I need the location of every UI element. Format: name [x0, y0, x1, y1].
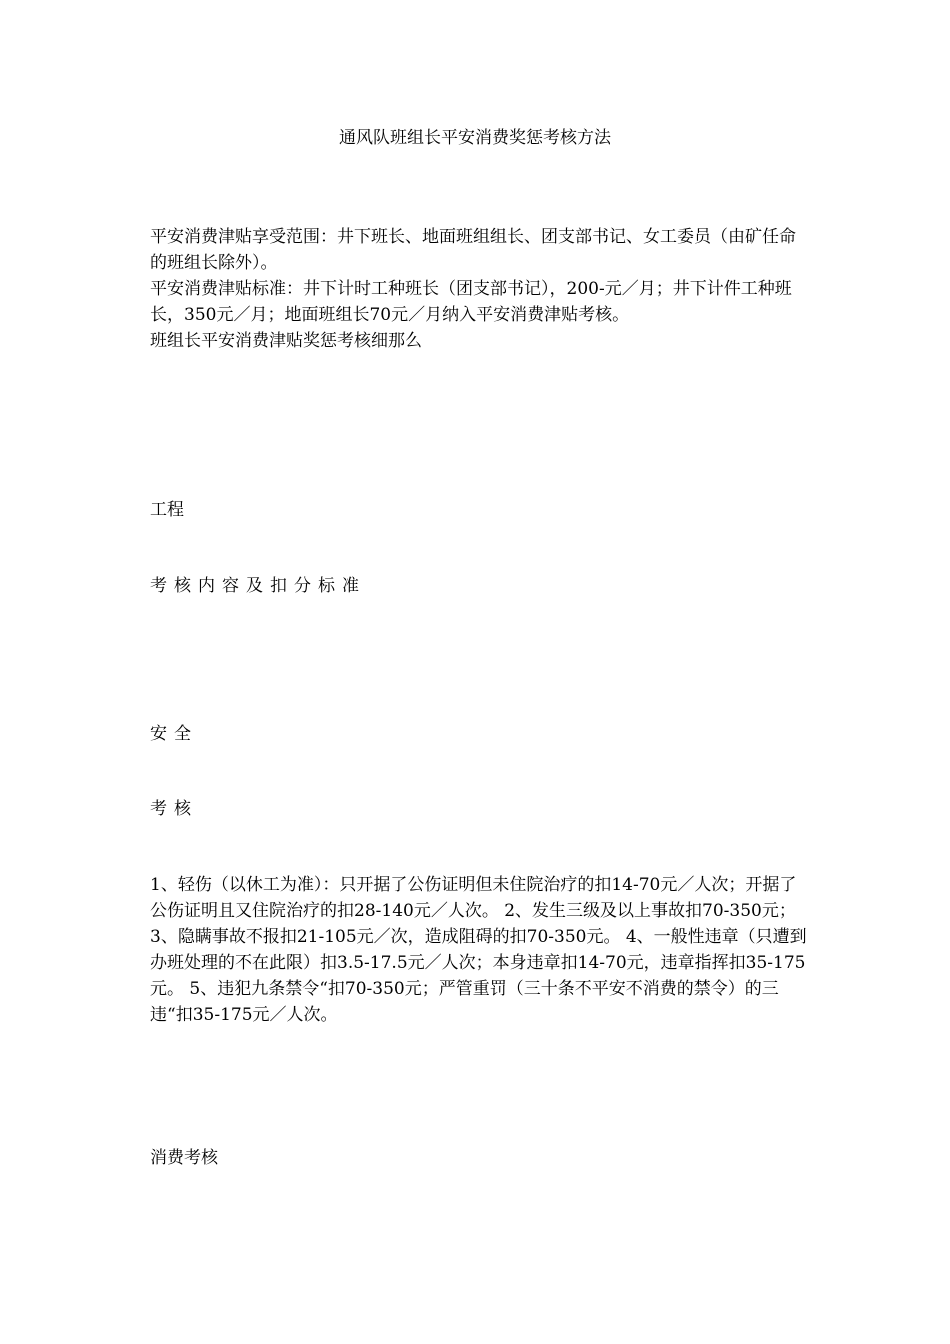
allowance-scope: 平安消费津贴享受范围：井下班长、地面班组组长、团支部书记、女工委员（由矿任命的班组长除外）。: [150, 227, 796, 273]
heading-assessment: 考核: [150, 799, 198, 819]
intro-section: [150, 224, 810, 354]
document-title: 通风队班组长平安消费奖惩考核方法: [339, 128, 611, 148]
safety-rules-text: 1、轻伤（以休工为准）：只开据了公伤证明但未住院治疗的扣14-70元／人次；开据了公伤证明且又住院治疗的扣28-140元／人次。 2、发生三级及以上事故扣70-350元；3、隐瞒事故不报扣21-105元／次，造成阻碍的扣70-350元。 4、一般性违章（只遭到办班处理的不在此限）扣3.5-17.5元／人次；本身违章扣14-70元，违章指挥扣35-175元。 5、违犯九条禁令“扣70-350元；严管重罚（三十条不平安不消费的禁令）的三违“扣35-175元／人次。: [150, 875, 807, 1025]
heading-project: 工程: [150, 500, 184, 520]
safety-rules: [150, 872, 810, 1028]
heading-production: 消费考核: [150, 1148, 218, 1168]
allowance-standard: 平安消费津贴标准：井下计时工种班长（团支部书记），200-元／月；井下计件工种班长，350元／月；地面班组长70元／月纳入平安消费津贴考核。: [150, 279, 792, 325]
heading-safety: 安全: [150, 724, 198, 744]
heading-criteria: 考核内容及扣分标准: [150, 576, 366, 596]
rules-intro: 班组长平安消费津贴奖惩考核细那么: [150, 331, 422, 351]
